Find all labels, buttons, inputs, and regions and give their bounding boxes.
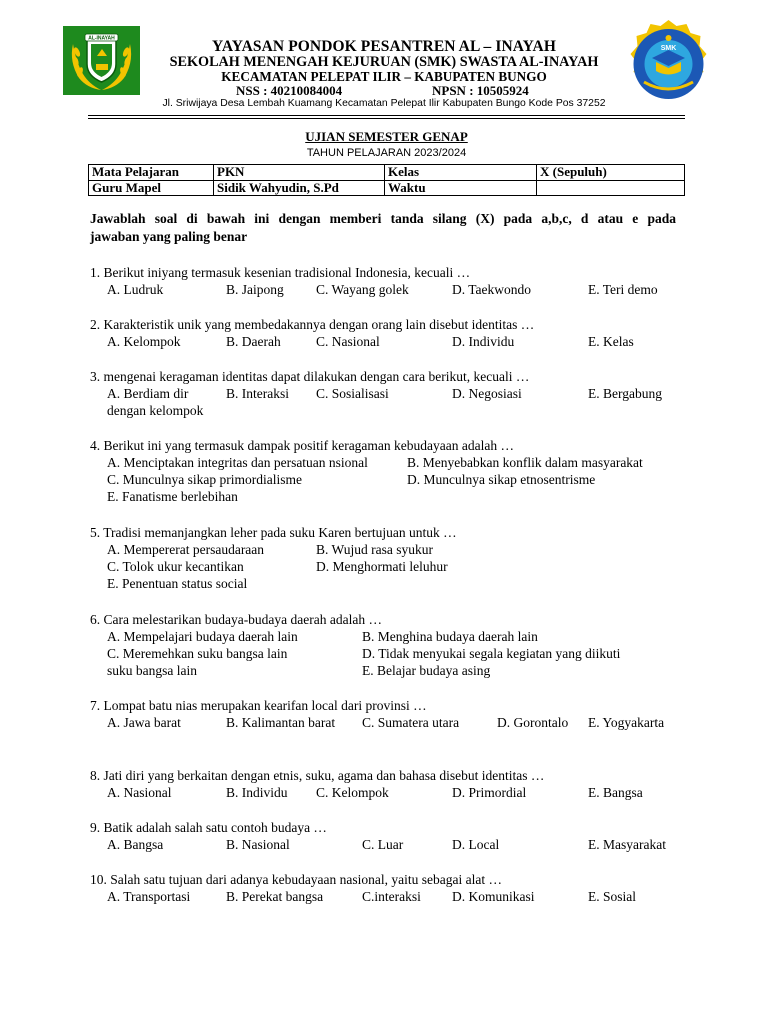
- option-d[interactable]: D. Individu: [452, 334, 515, 349]
- option-b[interactable]: B. Wujud rasa syukur: [316, 542, 433, 557]
- option-e[interactable]: E. Fanatisme berlebihan: [107, 489, 238, 504]
- option-c[interactable]: C. Sosialisasi: [316, 386, 389, 401]
- option-d[interactable]: D. Gorontalo: [497, 715, 569, 730]
- question-9: 9. Batik adalah salah satu contoh budaya …: [90, 820, 327, 835]
- smk-logo-icon: [622, 18, 715, 110]
- option-b[interactable]: B. Menyebabkan konflik dalam masyarakat: [407, 455, 643, 470]
- question-3: 3. mengenai keragaman identitas dapat dilakukan dengan cara berikut, kecuali …: [90, 369, 530, 384]
- option-c[interactable]: C. Luar: [362, 837, 404, 852]
- option-continuation: dengan kelompok: [107, 403, 204, 418]
- option-a[interactable]: A. Bangsa: [107, 837, 164, 852]
- option-c[interactable]: C. Meremehkan suku bangsa lain: [107, 646, 288, 661]
- question-6: 6. Cara melestarikan budaya-budaya daerah adalah …: [90, 612, 382, 627]
- table-cell: PKN: [214, 165, 385, 181]
- district-name: KECAMATAN PELEPAT ILIR – KABUPATEN BUNGO: [221, 68, 547, 84]
- option-d[interactable]: D. Negosiasi: [452, 386, 522, 401]
- option-d[interactable]: D. Tidak menyukai segala kegiatan yang diikuti: [362, 646, 621, 661]
- option-c[interactable]: C. Kelompok: [316, 785, 389, 800]
- table-cell: Kelas: [385, 165, 537, 181]
- option-a[interactable]: A. Kelompok: [107, 334, 181, 349]
- option-d[interactable]: D. Munculnya sikap etnosentrisme: [407, 472, 596, 487]
- option-a[interactable]: A. Nasional: [107, 785, 172, 800]
- option-d[interactable]: D. Taekwondo: [452, 282, 532, 297]
- exam-year: TAHUN PELAJARAN 2023/2024: [306, 147, 467, 159]
- option-c[interactable]: C. Munculnya sikap primordialisme: [107, 472, 302, 487]
- option-c[interactable]: C.interaksi: [362, 889, 421, 904]
- option-e[interactable]: E. Sosial: [588, 889, 637, 904]
- table-row: [89, 180, 685, 196]
- option-a[interactable]: A. Mempelajari budaya daerah lain: [107, 629, 298, 644]
- option-c[interactable]: C. Sumatera utara: [362, 715, 460, 730]
- option-a[interactable]: A. Ludruk: [107, 282, 164, 297]
- option-b[interactable]: B. Daerah: [226, 334, 281, 349]
- option-d[interactable]: D. Primordial: [452, 785, 527, 800]
- question-2: 2. Karakteristik unik yang membedakannya dengan orang lain disebut identitas …: [90, 317, 535, 332]
- table-cell: X (Sepuluh): [537, 165, 685, 181]
- left-logo-text: AL-INAYAH: [88, 35, 115, 42]
- option-a[interactable]: A. Menciptakan integritas dan persatuan nsional: [107, 455, 368, 470]
- question-4: 4. Berikut ini yang termasuk dampak positif keragaman kebudayaan adalah …: [90, 438, 514, 453]
- exam-title: UJIAN SEMESTER GENAP: [305, 129, 468, 144]
- option-b[interactable]: B. Nasional: [226, 837, 290, 852]
- table-cell: Sidik Wahyudin, S.Pd: [214, 180, 385, 196]
- foundation-logo-icon: [63, 26, 140, 95]
- question-7: 7. Lompat batu nias merupakan kearifan local dari provinsi …: [90, 698, 427, 713]
- table-cell: [537, 180, 685, 196]
- option-e[interactable]: E. Masyarakat: [588, 837, 666, 852]
- option-b[interactable]: B. Individu: [226, 785, 288, 800]
- school-address: Jl. Sriwijaya Desa Lembah Kuamang Kecamatan Pelepat Ilir Kabupaten Bungo Kode Pos 37252: [162, 98, 606, 109]
- option-e[interactable]: E. Bangsa: [588, 785, 643, 800]
- option-d[interactable]: D. Local: [452, 837, 500, 852]
- nss-number: NSS : 40210084004: [236, 83, 343, 98]
- option-e[interactable]: E. Penentuan status social: [107, 576, 248, 591]
- table-cell: Waktu: [385, 180, 537, 196]
- option-c[interactable]: C. Wayang golek: [316, 282, 409, 297]
- option-a[interactable]: A. Mempererat persaudaraan: [107, 542, 265, 557]
- option-a[interactable]: A. Jawa barat: [107, 715, 181, 730]
- right-logo-text: SMK: [660, 45, 677, 52]
- option-d[interactable]: D. Komunikasi: [452, 889, 535, 904]
- option-e[interactable]: E. Belajar budaya asing: [362, 663, 491, 678]
- option-b[interactable]: B. Interaksi: [226, 386, 289, 401]
- question-5: 5. Tradisi memanjangkan leher pada suku Karen bertujuan untuk …: [90, 525, 457, 540]
- npsn-number: NPSN : 10505924: [432, 83, 529, 98]
- school-name: SEKOLAH MENENGAH KEJURUAN (SMK) SWASTA AL-INAYAH: [169, 54, 599, 70]
- table-cell: Mata Pelajaran: [89, 165, 214, 181]
- exam-info-table: [88, 164, 685, 196]
- option-e[interactable]: E. Kelas: [588, 334, 634, 349]
- table-cell: Guru Mapel: [89, 180, 214, 196]
- option-b[interactable]: B. Perekat bangsa: [226, 889, 324, 904]
- table-row: [89, 165, 685, 181]
- option-c[interactable]: C. Tolok ukur kecantikan: [107, 559, 244, 574]
- option-a[interactable]: A. Berdiam dir: [107, 386, 189, 401]
- option-a[interactable]: A. Transportasi: [107, 889, 191, 904]
- option-b[interactable]: B. Jaipong: [226, 282, 284, 297]
- option-b[interactable]: B. Menghina budaya daerah lain: [362, 629, 538, 644]
- header-divider-thin: [88, 118, 685, 119]
- question-10: 10. Salah satu tujuan dari adanya kebudayaan nasional, yaitu sebagai alat …: [90, 872, 502, 887]
- option-e[interactable]: E. Bergabung: [588, 386, 662, 401]
- option-b[interactable]: B. Kalimantan barat: [226, 715, 336, 730]
- question-1: 1. Berikut iniyang termasuk kesenian tradisional Indonesia, kecuali …: [90, 265, 471, 280]
- instructions: [90, 210, 676, 246]
- option-e[interactable]: E. Teri demo: [588, 282, 658, 297]
- option-d[interactable]: D. Menghormati leluhur: [316, 559, 448, 574]
- instruction-line: jawaban yang paling benar: [90, 229, 248, 244]
- instruction-line: Jawablah soal di bawah ini dengan memberi tanda silang (X) pada a,b,c, d atau e pada: [90, 211, 676, 226]
- foundation-name: YAYASAN PONDOK PESANTREN AL – INAYAH: [212, 38, 556, 55]
- header-divider: [88, 115, 685, 116]
- option-continuation: suku bangsa lain: [107, 663, 197, 678]
- option-e[interactable]: E. Yogyakarta: [588, 715, 665, 730]
- option-c[interactable]: C. Nasional: [316, 334, 380, 349]
- question-8: 8. Jati diri yang berkaitan dengan etnis, suku, agama dan bahasa disebut identitas …: [90, 768, 545, 783]
